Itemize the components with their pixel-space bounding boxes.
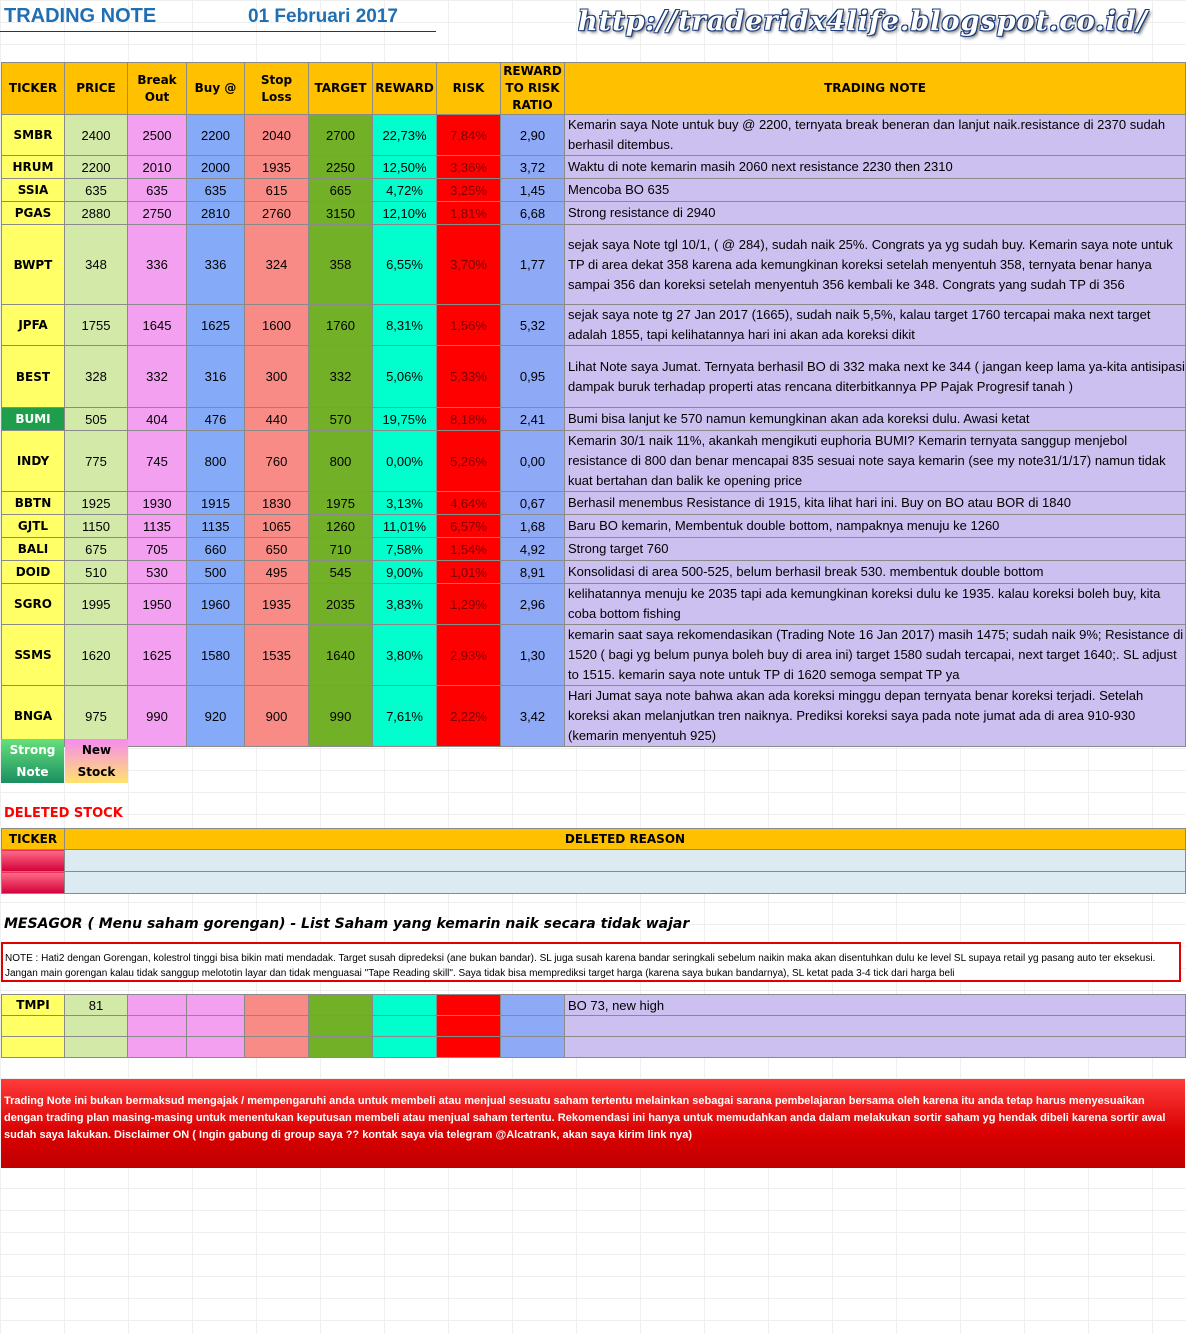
risk-cell[interactable]: 6,57% bbox=[437, 515, 501, 538]
price-cell[interactable]: 1620 bbox=[65, 625, 128, 686]
table-row bbox=[2, 408, 1186, 431]
risk-cell[interactable]: 5,26% bbox=[437, 431, 501, 492]
target-cell[interactable]: 358 bbox=[309, 225, 373, 305]
ticker-cell[interactable]: SMBR bbox=[2, 115, 65, 156]
deleted-col-ticker: TICKER bbox=[2, 829, 65, 850]
note-cell[interactable]: Hari Jumat saya note bahwa akan ada koreksi minggu depan ternyata benar koreksi terjadi. Setelah koreksi akan melanjutkan tren naiknya. Prediksi koreksi saya pada note jumat ada di area 910-930 (kemarin menyentuh 925) bbox=[565, 686, 1186, 747]
ticker-cell[interactable]: BALI bbox=[2, 538, 65, 561]
risk-cell[interactable]: 2,93% bbox=[437, 625, 501, 686]
note-cell[interactable]: kemarin saat saya rekomendasikan (Trading Note 16 Jan 2017) masih 1475; sudah naik 9%; Resistance di 1520 ( bagi yg belum punya boleh buy di area ini) target 1580 sudah tercapai, next target 1640;. SL adjust to 1515. kemarin saya note untuk TP di 1620 semoga sempat TP ya bbox=[565, 625, 1186, 686]
target-cell[interactable]: 800 bbox=[309, 431, 373, 492]
bo-cell[interactable]: 705 bbox=[128, 538, 187, 561]
deleted-row bbox=[2, 850, 1186, 872]
rr-cell[interactable]: 0,00 bbox=[501, 431, 565, 492]
ticker-cell[interactable]: BUMI bbox=[2, 408, 65, 431]
target-cell[interactable]: 990 bbox=[309, 686, 373, 747]
trading-table bbox=[1, 62, 1186, 747]
sl-cell[interactable]: 495 bbox=[245, 561, 309, 584]
reward-cell[interactable]: 7,58% bbox=[373, 538, 437, 561]
ticker-cell[interactable]: BEST bbox=[2, 346, 65, 408]
note-cell[interactable]: Bumi bisa lanjut ke 570 namun kemungkinan akan ada koreksi dulu. Awasi ketat bbox=[565, 408, 1186, 431]
reward-cell[interactable]: 12,10% bbox=[373, 202, 437, 225]
risk-cell[interactable]: 5,33% bbox=[437, 346, 501, 408]
mesagor-cell[interactable] bbox=[501, 1037, 565, 1058]
disclaimer-box: Trading Note ini bukan bermaksud mengajak / mempengaruhi anda untuk membeli atau menjual sesuatu saham tertentu melainkan sebagai sarana pembelajaran bersama oleh karena itu anda tetap harus menyesuaikan dengan trading plan masing-masing untuk menentukan keputusan membeli atau menjual saham tertentu. Rekomendasi ini hanya untuk memudahkan anda dalam melakukan sortir saham yg hendak dibeli karena sortir awal sudah saya lakukan. Disclaimer ON ( Ingin gabung di group saya ?? kontak saya via telegram @Alcatrank, akan saya kirim link nya) bbox=[1, 1079, 1185, 1168]
buy-cell[interactable]: 2810 bbox=[187, 202, 245, 225]
report-date: 01 Februari 2017 bbox=[248, 6, 398, 27]
buy-cell[interactable]: 1625 bbox=[187, 305, 245, 346]
note-cell[interactable]: Waktu di note kemarin masih 2060 next resistance 2230 then 2310 bbox=[565, 156, 1186, 179]
note-cell[interactable]: Strong target 760 bbox=[565, 538, 1186, 561]
mesagor-cell[interactable] bbox=[373, 1016, 437, 1037]
mesagor-cell[interactable] bbox=[245, 1016, 309, 1037]
col-target: TARGET bbox=[309, 63, 373, 115]
mesagor-cell[interactable] bbox=[437, 1016, 501, 1037]
price-cell[interactable]: 675 bbox=[65, 538, 128, 561]
reward-cell[interactable]: 9,00% bbox=[373, 561, 437, 584]
mesagor-note-cell[interactable]: BO 73, new high bbox=[565, 995, 1186, 1016]
sl-cell[interactable]: 440 bbox=[245, 408, 309, 431]
table-row bbox=[2, 305, 1186, 346]
table-row bbox=[2, 179, 1186, 202]
target-cell[interactable]: 1640 bbox=[309, 625, 373, 686]
risk-cell[interactable]: 1,54% bbox=[437, 538, 501, 561]
table-row bbox=[2, 515, 1186, 538]
sl-cell[interactable]: 1065 bbox=[245, 515, 309, 538]
sl-cell[interactable]: 760 bbox=[245, 431, 309, 492]
buy-cell[interactable]: 2000 bbox=[187, 156, 245, 179]
note-cell[interactable]: Kemarin saya Note untuk buy @ 2200, ternyata break beneran dan lanjut naik.resistance di 2370 sudah berhasil ditembus. bbox=[565, 115, 1186, 156]
col-rr: REWARD TO RISK RATIO bbox=[501, 63, 565, 115]
mesagor-price[interactable]: 81 bbox=[65, 995, 128, 1016]
buy-cell[interactable]: 500 bbox=[187, 561, 245, 584]
ticker-cell[interactable]: SSMS bbox=[2, 625, 65, 686]
buy-cell[interactable]: 800 bbox=[187, 431, 245, 492]
title-underline bbox=[0, 31, 436, 32]
reward-cell[interactable]: 3,80% bbox=[373, 625, 437, 686]
price-cell[interactable]: 1150 bbox=[65, 515, 128, 538]
rr-cell[interactable]: 0,95 bbox=[501, 346, 565, 408]
bo-cell[interactable]: 1625 bbox=[128, 625, 187, 686]
mesagor-row bbox=[2, 995, 1186, 1016]
ticker-cell[interactable]: SSIA bbox=[2, 179, 65, 202]
price-cell[interactable]: 1995 bbox=[65, 584, 128, 625]
sl-cell[interactable]: 2760 bbox=[245, 202, 309, 225]
rr-cell[interactable]: 2,90 bbox=[501, 115, 565, 156]
deleted-ticker-cell[interactable] bbox=[2, 850, 65, 872]
bo-cell[interactable]: 1645 bbox=[128, 305, 187, 346]
bo-cell[interactable]: 635 bbox=[128, 179, 187, 202]
rr-cell[interactable]: 1,30 bbox=[501, 625, 565, 686]
sl-cell[interactable]: 1600 bbox=[245, 305, 309, 346]
mesagor-cell[interactable] bbox=[373, 995, 437, 1016]
bo-cell[interactable]: 1930 bbox=[128, 492, 187, 515]
deleted-row bbox=[2, 872, 1186, 894]
reward-cell[interactable]: 8,31% bbox=[373, 305, 437, 346]
col-ticker: TICKER bbox=[2, 63, 65, 115]
rr-cell[interactable]: 1,77 bbox=[501, 225, 565, 305]
bo-cell[interactable]: 332 bbox=[128, 346, 187, 408]
rr-cell[interactable]: 8,91 bbox=[501, 561, 565, 584]
mesagor-cell[interactable] bbox=[65, 1016, 128, 1037]
price-cell[interactable]: 635 bbox=[65, 179, 128, 202]
mesagor-cell[interactable] bbox=[2, 1016, 65, 1037]
buy-cell[interactable]: 660 bbox=[187, 538, 245, 561]
note-cell[interactable]: sejak saya note tg 27 Jan 2017 (1665), sudah naik 5,5%, kalau target 1760 tercapai maka next target adalah 1855, tapi kelihatannya hari ini akan ada koreksi dikit bbox=[565, 305, 1186, 346]
rr-cell[interactable]: 4,92 bbox=[501, 538, 565, 561]
table-header-row bbox=[2, 63, 1186, 115]
price-cell[interactable]: 2200 bbox=[65, 156, 128, 179]
mesagor-cell[interactable] bbox=[187, 995, 245, 1016]
mesagor-cell[interactable] bbox=[128, 1016, 187, 1037]
mesagor-cell[interactable] bbox=[245, 995, 309, 1016]
mesagor-cell[interactable] bbox=[437, 995, 501, 1016]
bo-cell[interactable]: 1135 bbox=[128, 515, 187, 538]
risk-cell[interactable]: 1,81% bbox=[437, 202, 501, 225]
reward-cell[interactable]: 7,61% bbox=[373, 686, 437, 747]
note-cell[interactable]: Kemarin 30/1 naik 11%, akankah mengikuti euphoria BUMI? Kemarin ternyata sanggup menjebol resistance di 800 dan benar mencapai 835 sesuai note saya kemarin (see my note31/1/17) namun tidak kuat bertahan dan balik ke opening price bbox=[565, 431, 1186, 492]
table-row bbox=[2, 115, 1186, 156]
mesagor-row bbox=[2, 1037, 1186, 1058]
buy-cell[interactable]: 1915 bbox=[187, 492, 245, 515]
buy-cell[interactable]: 635 bbox=[187, 179, 245, 202]
sl-cell[interactable]: 324 bbox=[245, 225, 309, 305]
bo-cell[interactable]: 2750 bbox=[128, 202, 187, 225]
deleted-col-reason: DELETED REASON bbox=[65, 829, 1186, 850]
price-cell[interactable]: 328 bbox=[65, 346, 128, 408]
ticker-cell[interactable]: SGRO bbox=[2, 584, 65, 625]
target-cell[interactable]: 1260 bbox=[309, 515, 373, 538]
mesagor-ticker[interactable]: TMPI bbox=[2, 995, 65, 1016]
reward-cell[interactable]: 12,50% bbox=[373, 156, 437, 179]
reward-cell[interactable]: 4,72% bbox=[373, 179, 437, 202]
deleted-stock-table bbox=[1, 828, 1186, 894]
mesagor-cell[interactable] bbox=[309, 995, 373, 1016]
mesagor-note: NOTE : Hati2 dengan Gorengan, kolestrol tinggi bisa bikin mati mendadak. Target susah dipredeksi (ane bukan bandar). SL juga susah karena bandar seringkali sebelum naikin maka akan disentuhkan dulu ke level SL supaya retail yg pasang auto ter eksekusi. Jangan main gorengan kalau tidak sanggup melototin layar dan tidak menguasai "Tape Reading skill". Saya tidak bisa memprediksi target harga (karena saya bukan bandarnya), SL ketat pada 3-4 tick dari harga beli bbox=[1, 942, 1181, 982]
price-cell[interactable]: 775 bbox=[65, 431, 128, 492]
risk-cell[interactable]: 2,22% bbox=[437, 686, 501, 747]
target-cell[interactable]: 332 bbox=[309, 346, 373, 408]
reward-cell[interactable]: 0,00% bbox=[373, 431, 437, 492]
target-cell[interactable]: 1760 bbox=[309, 305, 373, 346]
target-cell[interactable]: 2700 bbox=[309, 115, 373, 156]
risk-cell[interactable]: 3,25% bbox=[437, 179, 501, 202]
rr-cell[interactable]: 5,32 bbox=[501, 305, 565, 346]
blog-url-link[interactable]: http://traderidx4life.blogspot.co.id/ bbox=[578, 6, 1148, 37]
target-cell[interactable]: 545 bbox=[309, 561, 373, 584]
col-reward: REWARD bbox=[373, 63, 437, 115]
ticker-cell[interactable]: HRUM bbox=[2, 156, 65, 179]
note-cell[interactable]: Berhasil menembus Resistance di 1915, kita lihat hari ini. Buy on BO atau BOR di 1840 bbox=[565, 492, 1186, 515]
note-cell[interactable]: Lihat Note saya Jumat. Ternyata berhasil BO di 332 maka next ke 344 ( jangan keep lama ya-kita antisipasi dampak buruk terhadap properti atas rencana diterbitkannya PP Pajak Progresif tanah ) bbox=[565, 346, 1186, 408]
buy-cell[interactable]: 920 bbox=[187, 686, 245, 747]
risk-cell[interactable]: 3,36% bbox=[437, 156, 501, 179]
price-cell[interactable]: 505 bbox=[65, 408, 128, 431]
ticker-cell[interactable]: GJTL bbox=[2, 515, 65, 538]
price-cell[interactable]: 1755 bbox=[65, 305, 128, 346]
table-row bbox=[2, 346, 1186, 408]
risk-cell[interactable]: 1,01% bbox=[437, 561, 501, 584]
rr-cell[interactable]: 1,68 bbox=[501, 515, 565, 538]
page-title: TRADING NOTE bbox=[4, 5, 157, 27]
deleted-ticker-cell[interactable] bbox=[2, 872, 65, 894]
sl-cell[interactable]: 1935 bbox=[245, 584, 309, 625]
deleted-reason-cell[interactable] bbox=[65, 850, 1186, 872]
table-row bbox=[2, 202, 1186, 225]
ticker-cell[interactable]: BNGA bbox=[2, 686, 65, 747]
rr-cell[interactable]: 2,41 bbox=[501, 408, 565, 431]
rr-cell[interactable]: 1,45 bbox=[501, 179, 565, 202]
risk-cell[interactable]: 7,84% bbox=[437, 115, 501, 156]
table-row bbox=[2, 156, 1186, 179]
mesagor-cell[interactable] bbox=[309, 1016, 373, 1037]
sl-cell[interactable]: 300 bbox=[245, 346, 309, 408]
rr-cell[interactable]: 0,67 bbox=[501, 492, 565, 515]
buy-cell[interactable]: 476 bbox=[187, 408, 245, 431]
buy-cell[interactable]: 316 bbox=[187, 346, 245, 408]
target-cell[interactable]: 665 bbox=[309, 179, 373, 202]
sl-cell[interactable]: 1935 bbox=[245, 156, 309, 179]
ticker-cell[interactable]: JPFA bbox=[2, 305, 65, 346]
ticker-cell[interactable]: BWPT bbox=[2, 225, 65, 305]
target-cell[interactable]: 1975 bbox=[309, 492, 373, 515]
risk-cell[interactable]: 8,18% bbox=[437, 408, 501, 431]
sl-cell[interactable]: 650 bbox=[245, 538, 309, 561]
target-cell[interactable]: 2035 bbox=[309, 584, 373, 625]
table-row bbox=[2, 584, 1186, 625]
deleted-stock-title: DELETED STOCK bbox=[4, 806, 123, 821]
sl-cell[interactable]: 1830 bbox=[245, 492, 309, 515]
note-cell[interactable]: sejak saya Note tgl 10/1, ( @ 284), sudah naik 25%. Congrats ya yg sudah buy. Kemarin saya note untuk TP di area dekat 358 karena ada kemungkinan koreksi setelah menyentuh 358, ternyata benar hanya sampai 356 dan koreksi setelah menyentuh 356 kembali ke 348. Congrats yang sudah TP di 356 bbox=[565, 225, 1186, 305]
risk-cell[interactable]: 1,29% bbox=[437, 584, 501, 625]
sl-cell[interactable]: 2040 bbox=[245, 115, 309, 156]
mesagor-cell[interactable] bbox=[245, 1037, 309, 1058]
mesagor-cell[interactable] bbox=[309, 1037, 373, 1058]
mesagor-cell[interactable] bbox=[501, 1016, 565, 1037]
sl-cell[interactable]: 615 bbox=[245, 179, 309, 202]
note-cell[interactable]: Konsolidasi di area 500-525, belum berhasil break 530. membentuk double bottom bbox=[565, 561, 1186, 584]
mesagor-cell[interactable] bbox=[373, 1037, 437, 1058]
note-cell[interactable]: Mencoba BO 635 bbox=[565, 179, 1186, 202]
table-row bbox=[2, 431, 1186, 492]
reward-cell[interactable]: 22,73% bbox=[373, 115, 437, 156]
ticker-cell[interactable]: DOID bbox=[2, 561, 65, 584]
ticker-cell[interactable]: PGAS bbox=[2, 202, 65, 225]
rr-cell[interactable]: 3,42 bbox=[501, 686, 565, 747]
col-buy: Buy @ bbox=[187, 63, 245, 115]
sl-cell[interactable]: 900 bbox=[245, 686, 309, 747]
bo-cell[interactable]: 404 bbox=[128, 408, 187, 431]
mesagor-cell[interactable] bbox=[565, 1016, 1186, 1037]
col-note: TRADING NOTE bbox=[565, 63, 1186, 115]
mesagor-row bbox=[2, 1016, 1186, 1037]
note-cell[interactable]: Baru BO kemarin, Membentuk double bottom, nampaknya menuju ke 1260 bbox=[565, 515, 1186, 538]
target-cell[interactable]: 3150 bbox=[309, 202, 373, 225]
buy-cell[interactable]: 1580 bbox=[187, 625, 245, 686]
reward-cell[interactable]: 19,75% bbox=[373, 408, 437, 431]
price-cell[interactable]: 348 bbox=[65, 225, 128, 305]
note-cell[interactable]: Strong resistance di 2940 bbox=[565, 202, 1186, 225]
risk-cell[interactable]: 4,64% bbox=[437, 492, 501, 515]
buy-cell[interactable]: 336 bbox=[187, 225, 245, 305]
table-row bbox=[2, 561, 1186, 584]
bo-cell[interactable]: 990 bbox=[128, 686, 187, 747]
rr-cell[interactable]: 3,72 bbox=[501, 156, 565, 179]
bo-cell[interactable]: 745 bbox=[128, 431, 187, 492]
reward-cell[interactable]: 5,06% bbox=[373, 346, 437, 408]
buy-cell[interactable]: 1135 bbox=[187, 515, 245, 538]
risk-cell[interactable]: 3,70% bbox=[437, 225, 501, 305]
reward-cell[interactable]: 3,83% bbox=[373, 584, 437, 625]
target-cell[interactable]: 710 bbox=[309, 538, 373, 561]
col-stoploss: Stop Loss bbox=[245, 63, 309, 115]
table-row bbox=[2, 225, 1186, 305]
col-price: PRICE bbox=[65, 63, 128, 115]
price-cell[interactable]: 1925 bbox=[65, 492, 128, 515]
bo-cell[interactable]: 336 bbox=[128, 225, 187, 305]
price-cell[interactable]: 975 bbox=[65, 686, 128, 747]
mesagor-cell[interactable] bbox=[187, 1037, 245, 1058]
mesagor-title: MESAGOR ( Menu saham gorengan) - List Saham yang kemarin naik secara tidak wajar bbox=[4, 916, 690, 932]
mesagor-cell[interactable] bbox=[501, 995, 565, 1016]
bo-cell[interactable]: 2010 bbox=[128, 156, 187, 179]
mesagor-cell[interactable] bbox=[437, 1037, 501, 1058]
table-row bbox=[2, 625, 1186, 686]
mesagor-cell[interactable] bbox=[565, 1037, 1186, 1058]
price-cell[interactable]: 2880 bbox=[65, 202, 128, 225]
col-risk: RISK bbox=[437, 63, 501, 115]
mesagor-cell[interactable] bbox=[2, 1037, 65, 1058]
ticker-cell[interactable]: INDY bbox=[2, 431, 65, 492]
bo-cell[interactable]: 2500 bbox=[128, 115, 187, 156]
target-cell[interactable]: 570 bbox=[309, 408, 373, 431]
note-cell[interactable]: kelihatannya menuju ke 2035 tapi ada kemungkinan koreksi dulu ke 1935. kalau koreksi boleh buy, kita coba bottom fishing bbox=[565, 584, 1186, 625]
mesagor-cell[interactable] bbox=[187, 1016, 245, 1037]
risk-cell[interactable]: 1,56% bbox=[437, 305, 501, 346]
table-row bbox=[2, 686, 1186, 747]
buy-cell[interactable]: 1960 bbox=[187, 584, 245, 625]
target-cell[interactable]: 2250 bbox=[309, 156, 373, 179]
mesagor-cell[interactable] bbox=[65, 1037, 128, 1058]
bo-cell[interactable]: 1950 bbox=[128, 584, 187, 625]
rr-cell[interactable]: 2,96 bbox=[501, 584, 565, 625]
sl-cell[interactable]: 1535 bbox=[245, 625, 309, 686]
reward-cell[interactable]: 6,55% bbox=[373, 225, 437, 305]
table-row bbox=[2, 538, 1186, 561]
rr-cell[interactable]: 6,68 bbox=[501, 202, 565, 225]
mesagor-cell[interactable] bbox=[128, 995, 187, 1016]
mesagor-table bbox=[1, 994, 1186, 1058]
price-cell[interactable]: 2400 bbox=[65, 115, 128, 156]
buy-cell[interactable]: 2200 bbox=[187, 115, 245, 156]
bo-cell[interactable]: 530 bbox=[128, 561, 187, 584]
deleted-reason-cell[interactable] bbox=[65, 872, 1186, 894]
mesagor-cell[interactable] bbox=[128, 1037, 187, 1058]
legend-strong-note: Strong Note bbox=[1, 739, 64, 783]
col-breakout: Break Out bbox=[128, 63, 187, 115]
table-row bbox=[2, 492, 1186, 515]
reward-cell[interactable]: 3,13% bbox=[373, 492, 437, 515]
reward-cell[interactable]: 11,01% bbox=[373, 515, 437, 538]
price-cell[interactable]: 510 bbox=[65, 561, 128, 584]
ticker-cell[interactable]: BBTN bbox=[2, 492, 65, 515]
legend-new-stock: New Stock bbox=[65, 739, 128, 783]
